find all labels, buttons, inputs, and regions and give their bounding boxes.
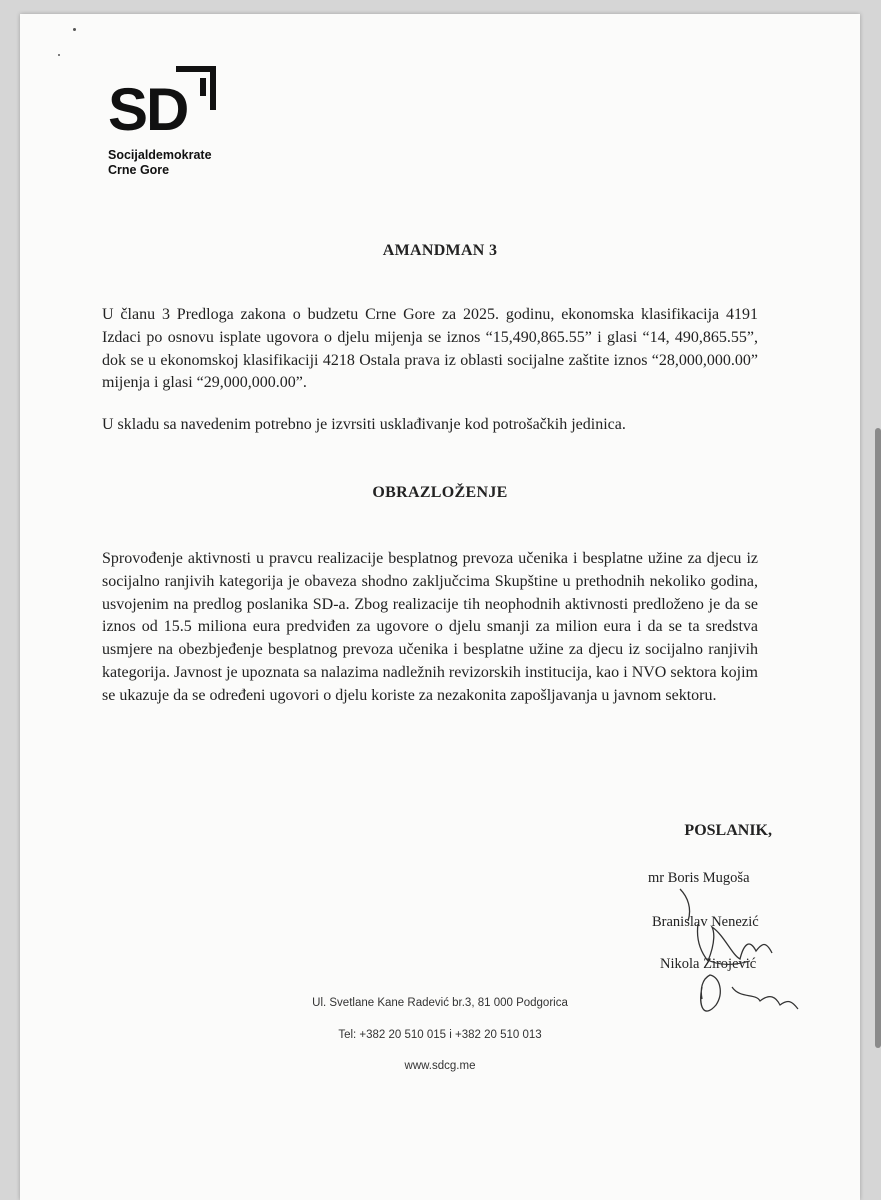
- signer-1: mr Boris Mugoša: [648, 870, 750, 886]
- scan-speck: [58, 54, 60, 56]
- logo-text: SD: [108, 76, 188, 143]
- document-page: [20, 14, 860, 1200]
- amendment-paragraph-1: U članu 3 Predloga zakona o budzetu Crne Gore za 2025. godinu, ekonomska klasifikacija 4191 Izdaci po osnovu isplate ugovora o djelu mijenja se iznos “15,490,865.55” i glasi “14, 490,865.55”, dok se u ekonomskoj klasifikaciji 4218 Ostala prava iz oblasti socijalne zaštite iznos “28,000,000.00” mijenja i glasi “29,000,000.00”.: [102, 306, 758, 392]
- footer-website[interactable]: www.sdcg.me: [404, 1060, 476, 1072]
- scrollbar-thumb[interactable]: [875, 428, 881, 1048]
- scan-speck: [73, 28, 76, 31]
- footer-address: Ul. Svetlane Kane Radević br.3, 81 000 Podgorica: [312, 997, 568, 1009]
- justification-paragraph: Sprovođenje aktivnosti u pravcu realizacije besplatnog prevoza učenika i besplatne užine za djecu iz socijalno ranjivih kategorija je obaveza shodno zaključcima Skupštine u prethodnih nekoliko godina, usvojenim na predlog poslanika SD-a. Zbog realizacije tih neophodnih aktivnosti predloženo je da se iznos od 15.5 miliona eura predviđen za ugovore o djelu smanji za milion eura i da se ta sredstva usmjere na obezbjeđenje besplatnog prevoza učenika i besplatne užine za djecu iz socijalno ranjivih kategorija. Javnost je upoznata sa nalazima nadležnih revizorskih institucija, kao i NVO sektora kojim se ukazuje da se određeni ugovori o djelu koriste za nezakonita zapošljavanja u javnom sektoru.: [102, 550, 758, 704]
- amendment-title: AMANDMAN 3: [382, 242, 498, 259]
- footer-phone: Tel: +382 20 510 015 i +382 20 510 013: [338, 1029, 542, 1041]
- signature-heading: POSLANIK,: [684, 822, 772, 839]
- justification-title: OBRAZLOŽENJE: [372, 484, 508, 501]
- amendment-paragraph-2: U skladu sa navedenim potrebno je izvrsiti usklađivanje kod potrošačkih jedinica.: [102, 416, 626, 433]
- party-name-line2: Crne Gore: [108, 163, 170, 177]
- signer-2: Branislav Nenezić: [652, 914, 759, 930]
- signer-3: Nikola Zirojević: [660, 956, 757, 972]
- party-name-line1: Socijaldemokrate: [108, 148, 212, 162]
